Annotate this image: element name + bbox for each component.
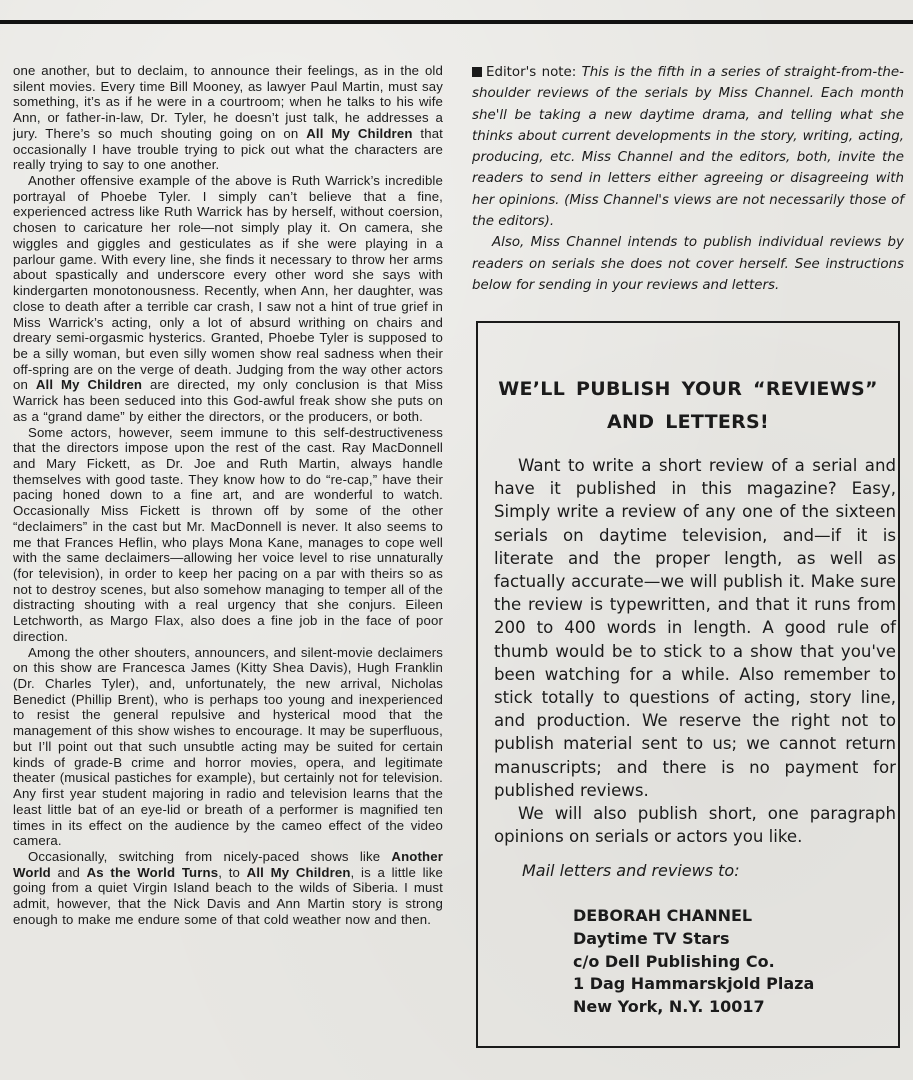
article-paragraph xyxy=(13,425,443,645)
address-line-2: c/o Dell Publishing Co. xyxy=(573,951,775,971)
top-rule-divider xyxy=(0,20,913,24)
show-title: All My Children xyxy=(35,377,143,393)
box-body xyxy=(494,454,896,848)
box-paragraph-2: We will also publish short, one paragraph opinions on serials or actors you like. xyxy=(494,804,896,847)
article-text: Occasionally, switching from nicely-paced shows like xyxy=(28,848,392,864)
article-text: that occasionally I have trouble trying to pick out what the characters are really trying to say to one another. xyxy=(13,125,443,173)
address-line-4: New York, N.Y. 10017 xyxy=(573,997,765,1017)
article-left-column xyxy=(13,63,443,928)
article-text: are directed, my only conclusion is that Miss Warrick has been seduced into this God-awful freak show she puts on as a “grand dame” by either the directors, or the producers, or both. xyxy=(13,377,443,424)
article-text: , is a little like going from a quiet Virgin Island beach to the wilds of Siberia. I must admit, however, that the Nick Davis and Ann Martin story is strong enough to make me endure some of that cold weather now and then. xyxy=(13,864,443,927)
box-heading-line-2: AND LETTERS! xyxy=(607,411,769,433)
article-paragraph xyxy=(13,173,443,425)
article-text: Among the other shouters, announcers, and silent-movie declaimers on this show are Francesca James (Kitty Shea Davis), Hugh Franklin (Dr. Charles Tyler), and, unfortunately, the new arrival, Nicholas Benedict (Phillip Brent), who is perhaps too young and inexperienced to resist the general repulsive and hysterical mood that the management of this show wishes to encourage. It may be superfluous, but I’ll point out that such unsubtle acting may be suited for certain kinds of grade-B crime and horror movies, opera, and legitimate theater (musical pastiches for example), but certainly not for television. Any first year student majoring in radio and television learns that the least little bat of an eye-lid or breath of a performer is magnified ten times in its effect on the audience by the cameo effect of the video camera. xyxy=(13,644,443,849)
article-text: , to xyxy=(218,864,247,880)
box-heading-line-1: WE’LL PUBLISH YOUR “REVIEWS” xyxy=(498,378,878,400)
address-line-1: Daytime TV Stars xyxy=(573,928,730,948)
editor-note-body: This is the fifth in a series of straight-from-the-shoulder reviews of the serials by Miss Channel. Each month she'll be taking a new daytime drama, and telling what she thinks about current developments in the story, writing, acting, producing, etc. Miss Channel and the editors, both, invite the readers to send in letters either agreeing or disagreeing with her opinions. (Miss Channel's views are not necessarily those of the editors). xyxy=(472,65,904,230)
show-title: As the World Turns xyxy=(86,864,219,880)
article-paragraph xyxy=(13,849,443,928)
mail-label: Mail letters and reviews to: xyxy=(522,861,740,880)
article-paragraph xyxy=(13,645,443,849)
show-title: All My Children xyxy=(306,125,413,141)
address-line-3: 1 Dag Hammarskjold Plaza xyxy=(573,974,815,994)
article-text: and xyxy=(50,864,87,880)
editor-note xyxy=(472,62,904,296)
mailing-address xyxy=(573,905,814,1019)
show-title: All My Children xyxy=(246,864,351,880)
box-heading xyxy=(478,373,898,439)
article-text: one another, but to declaim, to announce their feelings, as in the old silent movies. Every time Bill Mooney, as lawyer Paul Martin, must say something, it’s as if he were in a courtroom; when he talks to his wife Ann, or father-in-law, Dr. Tyler, he doesn’t just talk, he addresses a jury. There’s so much shouting going on on xyxy=(13,63,443,141)
article-paragraph xyxy=(13,63,443,173)
address-name: DEBORAH CHANNEL xyxy=(573,906,753,925)
article-text: Another offensive example of the above is Ruth Warrick’s incredible portrayal of Phoebe Tyler. I simply can’t believe that a fine, experienced actress like Ruth Warrick has by herself, without coersion, chosen to caricature her role—not simply play it. On camera, she wiggles and giggles and gesticulates as if she were playing in a parlour game. With every line, she finds it necessary to throw her arms about spastically and underscore every other word she says with kindergarten monotonousness. Recently, when Ann, her daughter, was close to death after a terrible car crash, I saw not a hint of true grief in Miss Warrick’s acting, only a lot of absurd writhing on chairs and dreary semi-orgasmic hysterics. Granted, Phoebe Tyler is supposed to be a silly woman, but even silly women show real sadness when their off-spring are on the verge of death. Judging from the way other actors on xyxy=(13,173,443,393)
editor-note-second-paragraph: Also, Miss Channel intends to publish individual reviews by readers on serials she does not cover herself. See instructions below for sending in your reviews and letters. xyxy=(472,235,904,293)
show-title: Another World xyxy=(13,848,443,880)
article-right-column xyxy=(472,62,904,296)
article-text: Some actors, however, seem immune to this self-destructiveness that the directors impose upon the rest of the cast. Ray MacDonnell and Mary Fickett, as Dr. Joe and Ruth Martin, always handle themselves with good taste. They know how to do “re-cap,” have their pacing honed down to a fine art, and are wonderful to watch. Occasionally Miss Fickett is thrown off by some of the other “declaimers” in the cast but Mr. MacDonnell is never. It also seems to me that Frances Heflin, who plays Mona Kane, manages to cope well with the same declaimers—allowing her voice level to rise unnaturally (for television), in order to keep her pacing on a par with theirs so as not to destroy scenes, but also somehow managing to temper all of the distracting shouting with a real urgency that she conjurs. Eileen Letchworth, as Margo Flax, also does a fine job in the face of poor direction. xyxy=(13,424,443,644)
box-paragraph-1: Want to write a short review of a serial and have it published in this magazine? Easy, Simply write a review of any one of the sixteen serials on daytime television, and—if it is literate and the proper length, as well as factually accurate—we will publish it. Make sure the review is typewritten, and that it runs from 200 to 400 words in length. A good rule of thumb would be to stick to a show that you've been watching for a while. Also remember to stick totally to questions of acting, story line, and production. We reserve the right not to publish material sent to us; we cannot return manuscripts; and there is no payment for published reviews. xyxy=(494,456,896,800)
editor-note-label: Editor's note: xyxy=(486,65,577,80)
black-square-bullet-icon xyxy=(472,67,482,77)
editor-note-paragraph xyxy=(472,62,904,232)
publish-reviews-box xyxy=(476,321,900,1048)
